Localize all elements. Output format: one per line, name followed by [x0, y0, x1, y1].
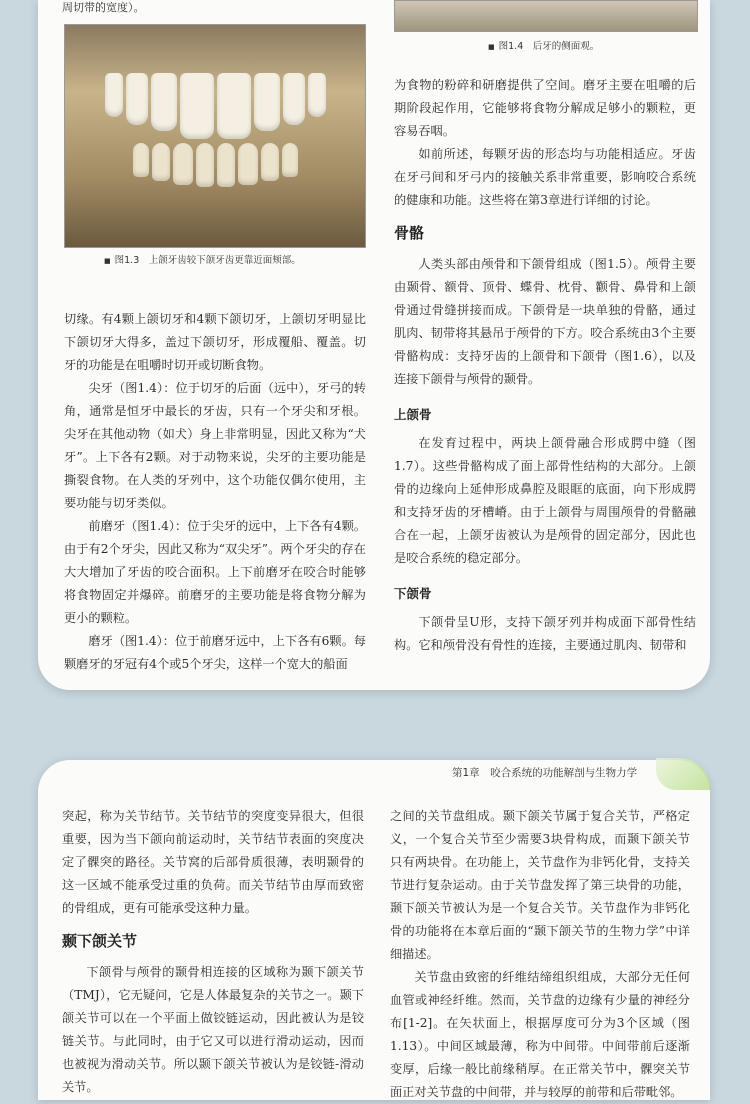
figure-1-4-caption: ■ 图1.4 后牙的侧面观。 [488, 41, 600, 52]
paragraph: 关节盘由致密的纤维结缔组织组成，大部分无任何血管或神经纤维。然而，关节盘的边缘有少量的神经分布[1-2]。在矢状面上，根据厚度可分为3个区域（图1.13）。中间区域最薄，称为中间带。中间带前后逐渐变厚，后缘一般比前缘稍厚。在正常关节中，髁突关节面正对关节盘的中间带，并与较厚的前带和后带毗邻。 [390, 970, 690, 1099]
section-heading-bone: 骨骼 [394, 224, 425, 242]
section-heading-tmj: 颞下颌关节 [62, 932, 138, 950]
page-1-left-column [64, 308, 366, 676]
page-2-left-column [62, 805, 364, 1099]
figure-1-3-teeth-photo [64, 24, 366, 248]
paragraph: 尖牙（图1.4）：位于切牙的后面（远中），牙弓的转角，通常是恒牙中最长的牙齿，只有一个牙尖和牙根。尖牙在其他动物（如犬）身上非常明显，因此又称为“犬牙”。上下各有2颗。对于动物来说，尖牙的主要功能是撕裂食物。在人类的牙列中，这个功能仅偶尔使用，主要功能与切牙类似。 [64, 381, 366, 510]
paragraph: 突起，称为关节结节。关节结节的突度变异很大，但很重要，因为当下颌向前运动时，关节结节表面的突度决定了髁突的路径。关节窝的后部骨质很薄，表明颞骨的这一区域不能承受过重的负荷。而关节结节由厚而致密的骨组成，更有可能承受这种力量。 [62, 809, 364, 915]
paragraph: 下颌骨呈U形，支持下颌牙列并构成面下部骨性结构。它和颅骨没有骨性的连接，主要通过肌肉、韧带和 [394, 615, 696, 652]
section-heading-mandible: 下颌骨 [394, 586, 432, 601]
figure-1-3-caption: ■ 图1.3 上颌牙齿较下颌牙齿更靠近面颊部。 [104, 255, 301, 266]
paragraph: 如前所述，每颗牙齿的形态均与功能相适应。牙齿在牙弓间和牙弓内的接触关系非常重要，影响咬合系统的健康和功能。这些将在第3章进行详细的讨论。 [394, 147, 696, 207]
paragraph: 之间的关节盘组成。颞下颌关节属于复合关节，严格定义，一个复合关节至少需要3块骨构成，而颞下颌关节只有两块骨。在功能上，关节盘作为非钙化骨，支持关节进行复杂运动。由于关节盘发挥了第三块骨的功能，颞下颌关节被认为是一个复合关节。关节盘作为非钙化骨的功能将在本章后面的“颞下颌关节的生物力学”中详细描述。 [390, 809, 690, 961]
page-2-right-column [390, 805, 690, 1104]
paragraph: 下颌骨与颅骨的颞骨相连接的区域称为颞下颌关节（TMJ），它无疑问，它是人体最复杂的关节之一。颞下颌关节可以在一个平面上做铰链运动，因此被认为是铰链关节。与此同时，由于它又可以进行滑动运动，因而也被视为滑动关节。所以颞下颌关节被认为是铰链-滑动关节。 [62, 965, 364, 1094]
chapter-header: 第1章 咬合系统的功能解剖与生物力学 [452, 767, 638, 779]
figure-1-4-photo [394, 0, 698, 32]
page-1-right-column [394, 74, 696, 657]
paragraph: 为食物的粉碎和研磨提供了空间。磨牙主要在咀嚼的后期阶段起作用，它能够将食物分解成足够小的颗粒，更容易吞咽。 [394, 78, 696, 138]
paragraph: 前磨牙（图1.4）：位于尖牙的远中，上下各有4颗。由于有2个牙尖，因此又称为“双尖牙”。两个牙尖的存在大大增加了牙齿的咬合面积。上下前磨牙在咬合时能够将食物固定并爆碎。前磨牙的主要功能是将食物分解为更小的颗粒。 [64, 519, 366, 625]
top-left-snippet: 周切带的宽度）。 [62, 1, 145, 14]
page-1 [38, 0, 710, 690]
paragraph: 磨牙（图1.4）：位于前磨牙远中，上下各有6颗。每颗磨牙的牙冠有4个或5个牙尖，这样一个宽大的船面 [64, 634, 366, 671]
paragraph: 人类头部由颅骨和下颌骨组成（图1.5）。颅骨主要由颞骨、额骨、顶骨、蝶骨、枕骨、颧骨、鼻骨和上颌骨通过骨缝拼接而成。下颌骨是一块单独的骨骼，通过肌肉、韧带将其悬吊于颅骨的下方。咬合系统由3个主要骨骼构成：支持牙齿的上颌骨和下颌骨（图1.6），以及连接下颌骨与颅骨的颞骨。 [394, 257, 696, 386]
section-heading-maxilla: 上颌骨 [394, 407, 432, 422]
paragraph: 在发育过程中，两块上颌骨融合形成腭中缝（图1.7）。这些骨骼构成了面上部骨性结构的大部分。上颌骨的边缘向上延伸形成鼻腔及眼眶的底面，向下形成腭和支持牙齿的牙槽嵴。由于上颌骨与周围颅骨的骨骼融合在一起，上颌牙齿被认为是颅骨的固定部分，因此也是咬合系统的稳定部分。 [394, 436, 696, 565]
paragraph: 切缘。有4颗上颌切牙和4颗下颌切牙，上颌切牙明显比下颌切牙大得多，盖过下颌切牙，形成覆船、覆盖。切牙的功能是在咀嚼时切开或切断食物。 [64, 312, 366, 372]
leaf-decoration-icon [656, 758, 710, 790]
